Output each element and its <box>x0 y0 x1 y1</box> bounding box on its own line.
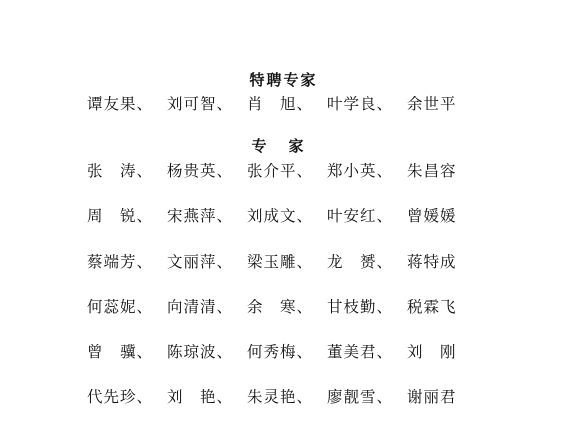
experts-row <box>87 386 487 408</box>
expert-name: 宋燕萍、 <box>167 207 234 225</box>
expert-name: 曾 骥、 <box>87 343 154 361</box>
expert-name: 朱昌容 <box>407 162 457 180</box>
expert-name: 向清清、 <box>167 298 234 316</box>
expert-name: 周 锐、 <box>87 207 154 225</box>
expert-name: 税霖飞 <box>407 298 457 316</box>
expert-name: 何秀梅、 <box>247 343 314 361</box>
expert-name: 余 寒、 <box>247 298 314 316</box>
expert-name: 龙 赟、 <box>327 253 394 271</box>
expert-name: 谭友果、 <box>87 95 154 113</box>
expert-name: 蔡端芳、 <box>87 253 154 271</box>
special-experts-heading: 特聘专家 <box>249 71 318 89</box>
experts-row <box>87 251 487 273</box>
expert-name: 朱灵艳、 <box>247 388 314 406</box>
expert-name: 谢丽君 <box>407 388 457 406</box>
expert-name: 张介平、 <box>247 162 314 180</box>
expert-name: 张 涛、 <box>87 162 154 180</box>
experts-row <box>87 296 487 318</box>
expert-name: 梁玉雕、 <box>247 253 314 271</box>
experts-row <box>87 205 487 227</box>
expert-name: 郑小英、 <box>327 162 394 180</box>
expert-name: 肖 旭、 <box>247 95 314 113</box>
expert-name: 曾媛媛 <box>407 207 457 225</box>
expert-name: 刘 刚 <box>407 343 457 361</box>
expert-name: 何蕊妮、 <box>87 298 154 316</box>
expert-name: 刘成文、 <box>247 207 314 225</box>
expert-name: 刘可智、 <box>167 95 234 113</box>
expert-name: 蒋特成 <box>407 253 457 271</box>
expert-name: 叶安红、 <box>327 207 394 225</box>
expert-name: 刘 艳、 <box>167 388 234 406</box>
expert-name: 杨贵英、 <box>167 162 234 180</box>
expert-name: 陈琼波、 <box>167 343 234 361</box>
expert-name: 廖靓雪、 <box>327 388 394 406</box>
expert-name: 董美君、 <box>327 343 394 361</box>
expert-name: 代先珍、 <box>87 388 154 406</box>
expert-name: 甘枝勤、 <box>327 298 394 316</box>
special-experts-row <box>87 93 487 115</box>
experts-row <box>87 160 487 182</box>
experts-row <box>87 341 487 363</box>
expert-name: 余世平 <box>407 95 457 113</box>
expert-name: 文丽萍、 <box>167 253 234 271</box>
expert-name: 叶学良、 <box>327 95 394 113</box>
experts-heading: 专家 <box>251 137 326 155</box>
